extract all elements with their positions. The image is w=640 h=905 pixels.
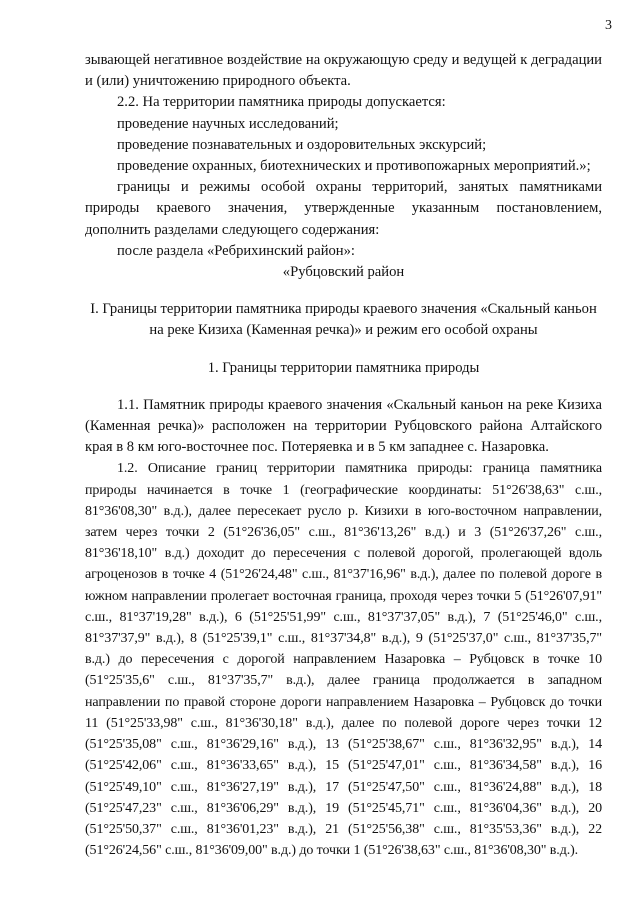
- paragraph-degradation: зывающей негативное воздействие на окружающую среду и ведущей к деградации и (или) уничтожению природного объекта.: [85, 52, 602, 90]
- paragraph-allowed-research: проведение научных исследований;: [117, 115, 339, 132]
- paragraph-allowed-heading: 2.2. На территории памятника природы допускается:: [117, 94, 446, 111]
- paragraph-location: 1.1. Памятник природы краевого значения «Скальный каньон на реке Кизиха (Каменная речка)» расположен на территории Рубцовского района Алтайского края в 8 км юго-восточнее пос. Потеряевка и в 5 км западнее с. Назаровка.: [85, 396, 602, 456]
- paragraph-after-section: после раздела «Ребрихинский район»:: [117, 242, 355, 259]
- document-body: [85, 50, 602, 861]
- paragraph-allowed-protection: проведение охранных, биотехнических и противопожарных мероприятий.»;: [117, 158, 591, 175]
- section-heading: I. Границы территории памятника природы краевого значения «Скальный каньон на реке Кизиха (Каменная речка)» и режим его особой охраны: [90, 301, 597, 339]
- subsection-heading: 1. Границы территории памятника природы: [207, 359, 480, 376]
- page-number: 3: [605, 18, 612, 33]
- paragraph-boundaries-intro: границы и режимы особой охраны территорий, занятых памятниками природы краевого значения, утвержденные указанным постановлением, дополнить разделами следующего содержания:: [85, 179, 602, 238]
- paragraph-boundary-description: 1.2. Описание границ территории памятника природы: граница памятника природы начинается в точке 1 (географические координаты: 51°26'38,63" с.ш., 81°36'08,30" в.д.), далее пересекает русло р. Кизихи в юго-восточном направлении, затем через точки 2 (51°26'36,05" с.ш., 81°36'13,26" в.д.) и 3 (51°26'37,26" с.ш., 81°36'18,10" в.д.) доходит до пересечения с полевой дорогой, пролегающей вдоль агроценозов в точке 4 (51°26'24,48" с.ш., 81°37'16,96" в.д.), далее по полевой дороге в южном направлении пролегает восточная граница, проходя через точки 5 (51°26'07,91" с.ш., 81°37'19,28" в.д.), 6 (51°25'51,99" с.ш., 81°37'37,05" в.д.), 7 (51°25'46,0" с.ш., 81°37'37,9" в.д.), 8 (51°25'39,1" с.ш., 81°37'34,8" в.д.), 9 (51°25'37,0" с.ш., 81°37'35,7" в.д.) до пересечения с дорогой направлением Назаровка – Рубцовск в точке 10 (51°25'35,6" с.ш., 81°37'35,7" в.д.), далее граница продолжается в западном направлении по правой стороне дороги направлением Назаровка – Рубцовск до точки 11 (51°25'33,98" с.ш., 81°36'30,18" в.д.), далее по полевой дороге через точки 12 (51°25'35,08" с.ш., 81°36'29,16" в.д.), 13 (51°25'38,67" с.ш., 81°36'32,95" в.д.), 14 (51°25'42,06" с.ш., 81°36'33,65" в.д.), 15 (51°25'47,01" с.ш., 81°36'34,58" в.д.), 16 (51°25'49,10" с.ш., 81°36'27,19" в.д.), 17 (51°25'47,50" с.ш., 81°36'24,88" в.д.), 18 (51°25'47,23" с.ш., 81°36'06,29" в.д.), 19 (51°25'45,71" с.ш., 81°36'04,36" в.д.), 20 (51°25'50,37" с.ш., 81°36'01,23" в.д.), 21 (51°25'56,38" с.ш., 81°35'53,36" в.д.), 22 (51°26'24,56" с.ш., 81°36'09,00" в.д.) до точки 1 (51°26'38,63" с.ш., 81°36'08,30" в.д.).: [85, 461, 602, 859]
- district-heading: «Рубцовский район: [282, 264, 405, 281]
- paragraph-allowed-excursions: проведение познавательных и оздоровительных экскурсий;: [117, 136, 487, 153]
